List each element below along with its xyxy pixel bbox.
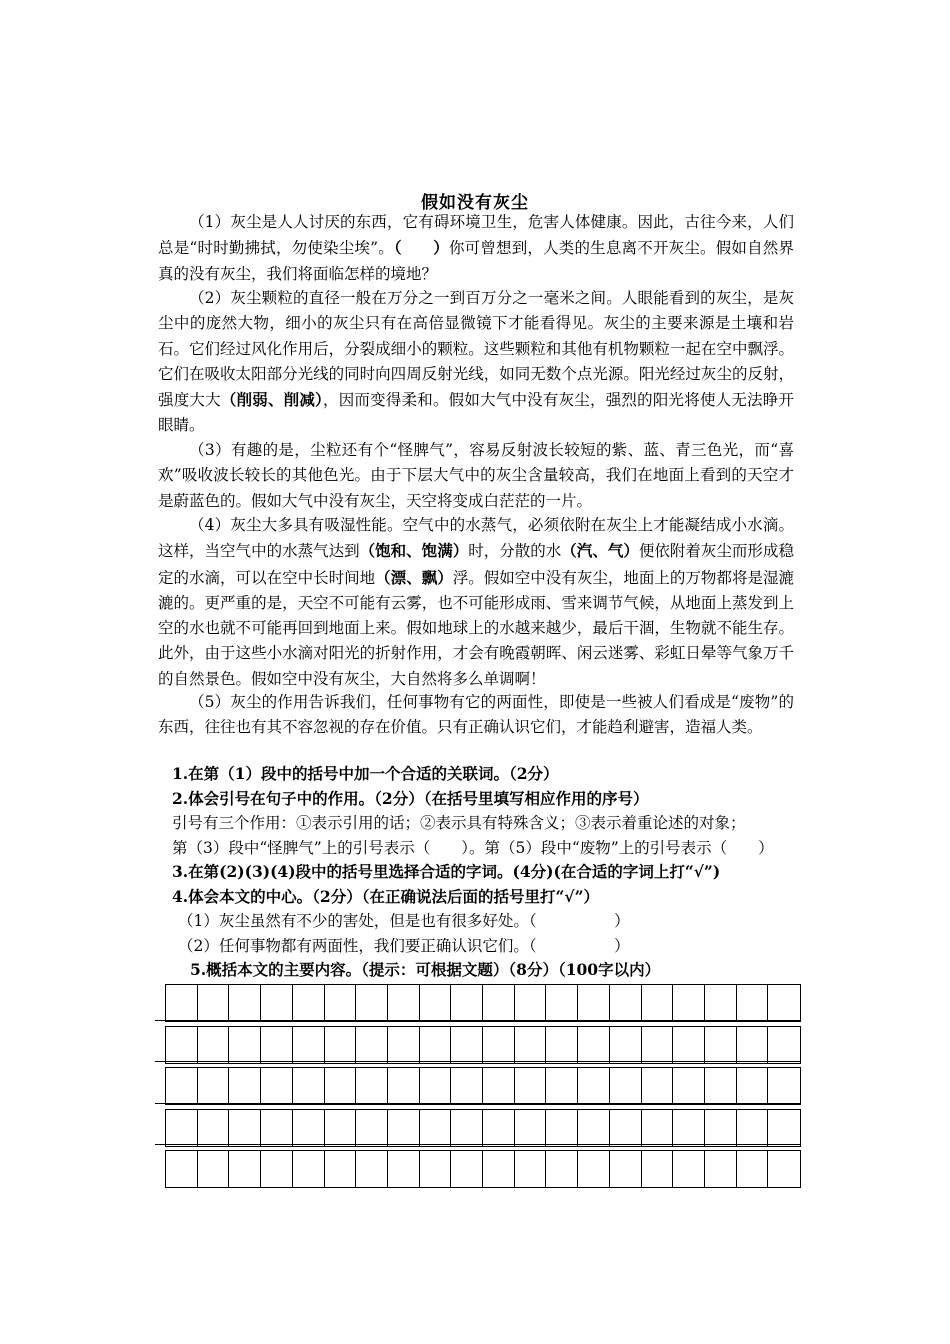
grid-cell[interactable] (673, 1151, 705, 1187)
grid-cell[interactable] (546, 985, 578, 1021)
question-5: 5.概括本文的主要内容。（提示：可根据文题）（8分）（100字以内） (190, 960, 661, 979)
grid-cell[interactable] (261, 1068, 293, 1104)
grid-cell[interactable] (293, 985, 325, 1021)
grid-cell[interactable] (705, 1110, 737, 1146)
paragraph-text: 时，分散的水 (468, 542, 562, 561)
grid-cell[interactable] (325, 1027, 357, 1063)
grid-cell[interactable] (546, 1110, 578, 1146)
grid-cell[interactable] (356, 1110, 388, 1146)
answer-choice-bracket[interactable]: （漂、飘） (375, 567, 453, 587)
grid-cell[interactable] (198, 1110, 230, 1146)
grid-cell[interactable] (610, 1151, 642, 1187)
grid-cell[interactable] (261, 1110, 293, 1146)
grid-cell[interactable] (642, 1068, 674, 1104)
grid-separator-line (155, 1103, 801, 1104)
grid-separator-line (155, 1061, 801, 1062)
grid-cell[interactable] (420, 1110, 452, 1146)
grid-cell[interactable] (198, 1068, 230, 1104)
grid-cell[interactable] (229, 985, 261, 1021)
grid-cell[interactable] (546, 1068, 578, 1104)
grid-cell[interactable] (673, 985, 705, 1021)
grid-cell[interactable] (166, 985, 198, 1021)
grid-cell[interactable] (293, 1068, 325, 1104)
grid-cell[interactable] (451, 985, 483, 1021)
grid-cell[interactable] (325, 1068, 357, 1104)
grid-cell[interactable] (325, 1110, 357, 1146)
grid-cell[interactable] (737, 1110, 769, 1146)
paragraph-text: 浮。假如空中没有灰尘，地面上的万物都将是湿漉漉的。更严重的是，天空不可能有云雾，也不可能形成雨、雪来调节气候，从地面上蒸发到上空的水也就不可能再回到地面上来。假如地球上的水越来越少，最后干涸，生物就不能生存。此外，由于这些小水滴对阳光的折射作用，才会有晚霞朝晖、闲云迷雾、彩虹日晕等气象万千的自然景色。假如空中没有灰尘，大自然将多么单调啊！ (158, 568, 794, 688)
paragraph-4 (158, 513, 794, 692)
grid-cell[interactable] (388, 1027, 420, 1063)
grid-cell[interactable] (642, 1151, 674, 1187)
grid-cell[interactable] (515, 1151, 547, 1187)
paragraph-text: ，因而变得柔和。假如大气中没有灰尘，强烈的阳光将使人无法睁开眼睛。 (158, 391, 794, 435)
grid-cell[interactable] (737, 1027, 769, 1063)
grid-cell[interactable] (420, 1068, 452, 1104)
grid-cell[interactable] (166, 1151, 198, 1187)
grid-cell[interactable] (578, 1151, 610, 1187)
grid-cell[interactable] (483, 1110, 515, 1146)
answer-choice-bracket[interactable]: （削弱、削减） (220, 390, 324, 410)
grid-cell[interactable] (515, 1027, 547, 1063)
question-2-options: 引号有三个作用：①表示引用的话；②表示具有特殊含义；③表示着重论述的对象； (172, 814, 746, 832)
grid-cell[interactable] (198, 1027, 230, 1063)
grid-cell[interactable] (325, 985, 357, 1021)
grid-cell[interactable] (642, 1027, 674, 1063)
grid-cell[interactable] (483, 1027, 515, 1063)
question-2: 2.体会引号在句子中的作用。（2分）（在括号里填写相应作用的序号） (172, 789, 649, 808)
grid-cell[interactable] (705, 1068, 737, 1104)
grid-cell[interactable] (356, 1151, 388, 1187)
grid-cell[interactable] (610, 1110, 642, 1146)
grid-cell[interactable] (229, 1151, 261, 1187)
grid-cell[interactable] (325, 1151, 357, 1187)
paragraph-text: （2）灰尘颗粒的直径一般在万分之一到百万分之一毫米之间。人眼能看到的灰尘，是灰尘中的庞然大物，细小的灰尘只有在高倍显微镜下才能看得见。灰尘的主要来源是土壤和岩石。它们经过风化作用后，分裂成细小的颗粒。这些颗粒和其他有机物颗粒一起在空中飘浮。它们在吸收太阳部分光线的同时向四周反射光线，如同无数个点光源。阳光经过灰尘的反射，强度大大 (158, 289, 794, 410)
grid-cell[interactable] (198, 1151, 230, 1187)
grid-cell[interactable] (705, 1027, 737, 1063)
grid-cell[interactable] (673, 1027, 705, 1063)
grid-cell[interactable] (451, 1027, 483, 1063)
grid-cell[interactable] (515, 985, 547, 1021)
grid-cell[interactable] (515, 1110, 547, 1146)
question-4-option-1[interactable]: （1）灰尘虽然有不少的害处，但是也有很多好处。（ ） (178, 912, 630, 930)
grid-cell[interactable] (546, 1027, 578, 1063)
grid-cell[interactable] (293, 1110, 325, 1146)
grid-cell[interactable] (261, 1027, 293, 1063)
grid-cell[interactable] (166, 1110, 198, 1146)
grid-cell[interactable] (642, 985, 674, 1021)
question-1: 1.在第（1）段中的括号中加一个合适的关联词。（2分） (172, 764, 559, 783)
grid-cell[interactable] (737, 1068, 769, 1104)
grid-cell[interactable] (768, 1110, 800, 1146)
grid-cell[interactable] (388, 985, 420, 1021)
grid-cell[interactable] (388, 1151, 420, 1187)
paragraph-text: （4）灰尘大多具有吸湿性能。空气中的水蒸气，必须依附在灰尘上才能凝结成小水滴。这样，当空气中的水蒸气达到 (158, 516, 794, 561)
grid-cell[interactable] (610, 1068, 642, 1104)
grid-cell[interactable] (420, 1151, 452, 1187)
grid-row (165, 1150, 801, 1188)
grid-cell[interactable] (610, 985, 642, 1021)
grid-row (165, 1109, 801, 1147)
grid-cell[interactable] (578, 1110, 610, 1146)
grid-cell[interactable] (673, 1068, 705, 1104)
grid-cell[interactable] (388, 1110, 420, 1146)
grid-cell[interactable] (451, 1151, 483, 1187)
grid-cell[interactable] (293, 1027, 325, 1063)
grid-cell[interactable] (356, 1068, 388, 1104)
paragraph-2 (158, 286, 794, 439)
grid-cell[interactable] (388, 1068, 420, 1104)
question-4: 4.体会本文的中心。（2分）（在正确说法后面的括号里打“√”） (172, 887, 599, 906)
grid-cell[interactable] (768, 1151, 800, 1187)
grid-cell[interactable] (483, 1068, 515, 1104)
grid-cell[interactable] (546, 1151, 578, 1187)
paragraph-1 (158, 210, 794, 287)
grid-cell[interactable] (229, 1110, 261, 1146)
grid-cell[interactable] (356, 985, 388, 1021)
grid-cell[interactable] (768, 1027, 800, 1063)
grid-separator-line (155, 1144, 801, 1145)
grid-cell[interactable] (451, 1110, 483, 1146)
grid-cell[interactable] (166, 1027, 198, 1063)
article-title: 假如没有灰尘 (421, 193, 529, 213)
paragraph-text: 你可曾想到，人类的生息离不开灰尘。假如自然界真的没有灰尘，我们将面临怎样的境地？ (158, 239, 794, 283)
grid-cell[interactable] (356, 1027, 388, 1063)
paragraph-text: 便依附着灰尘而形成稳定的水滴，可以在空中长时间地 (158, 542, 794, 587)
paragraph-5 (158, 690, 794, 741)
grid-cell[interactable] (578, 985, 610, 1021)
grid-cell[interactable] (737, 1151, 769, 1187)
grid-cell[interactable] (673, 1110, 705, 1146)
grid-cell[interactable] (705, 985, 737, 1021)
question-4-option-2[interactable]: （2）任何事物都有两面性，我们要正确认识它们。（ ） (178, 937, 630, 955)
grid-cell[interactable] (229, 1027, 261, 1063)
paragraph-3 (158, 438, 794, 514)
paragraph-text: （1）灰尘是人人讨厌的东西，它有碍环境卫生，危害人体健康。因此，古往今来，人们总是“时时勤拂拭，勿使染尘埃”。 (158, 213, 794, 258)
paragraph-text: （5）灰尘的作用告诉我们，任何事物有它的两面性，即使是一些被人们看成是“废物”的东西，往往也有其不容忽视的存在价值。只有正确认识它们，才能趋利避害，造福人类。 (158, 693, 794, 737)
grid-cell[interactable] (515, 1068, 547, 1104)
grid-separator-line (155, 1020, 801, 1021)
answer-choice-bracket[interactable]: （ ） (393, 238, 449, 258)
grid-cell[interactable] (420, 1027, 452, 1063)
question-2-fill-blanks[interactable]: 第（3）段中“怪脾气”上的引号表示（ ）。第（5）段中“废物”上的引号表示（ ） (172, 839, 774, 857)
grid-cell[interactable] (261, 985, 293, 1021)
paragraph-text: （3）有趣的是，尘粒还有个“怪脾气”，容易反射波长较短的紫、蓝、青三色光，而“喜欢”吸收波长较长的其他色光。由于下层大气中的灰尘含量较高，我们在地面上看到的天空才是蔚蓝色的。假如大气中没有灰尘，天空将变成白茫茫的一片。 (158, 441, 794, 510)
grid-cell[interactable] (293, 1151, 325, 1187)
grid-cell[interactable] (198, 985, 230, 1021)
grid-cell[interactable] (768, 985, 800, 1021)
grid-row (165, 1026, 801, 1064)
grid-cell[interactable] (420, 985, 452, 1021)
grid-cell[interactable] (705, 1151, 737, 1187)
answer-choice-bracket[interactable]: （饱和、饱满） (359, 541, 469, 561)
grid-cell[interactable] (229, 1068, 261, 1104)
grid-cell[interactable] (768, 1068, 800, 1104)
grid-cell[interactable] (451, 1068, 483, 1104)
grid-cell[interactable] (578, 1068, 610, 1104)
grid-cell[interactable] (737, 985, 769, 1021)
grid-row (165, 984, 801, 1022)
grid-cell[interactable] (642, 1110, 674, 1146)
question-3: 3.在第(2)(3)(4)段中的括号里选择合适的字词。(4分)(在合适的字词上打“√”) (172, 862, 721, 881)
grid-cell[interactable] (166, 1068, 198, 1104)
grid-cell[interactable] (261, 1151, 293, 1187)
grid-cell[interactable] (483, 1151, 515, 1187)
grid-cell[interactable] (483, 985, 515, 1021)
grid-cell[interactable] (610, 1027, 642, 1063)
grid-cell[interactable] (578, 1027, 610, 1063)
grid-row (165, 1067, 801, 1105)
answer-choice-bracket[interactable]: （汽、气） (561, 541, 639, 561)
